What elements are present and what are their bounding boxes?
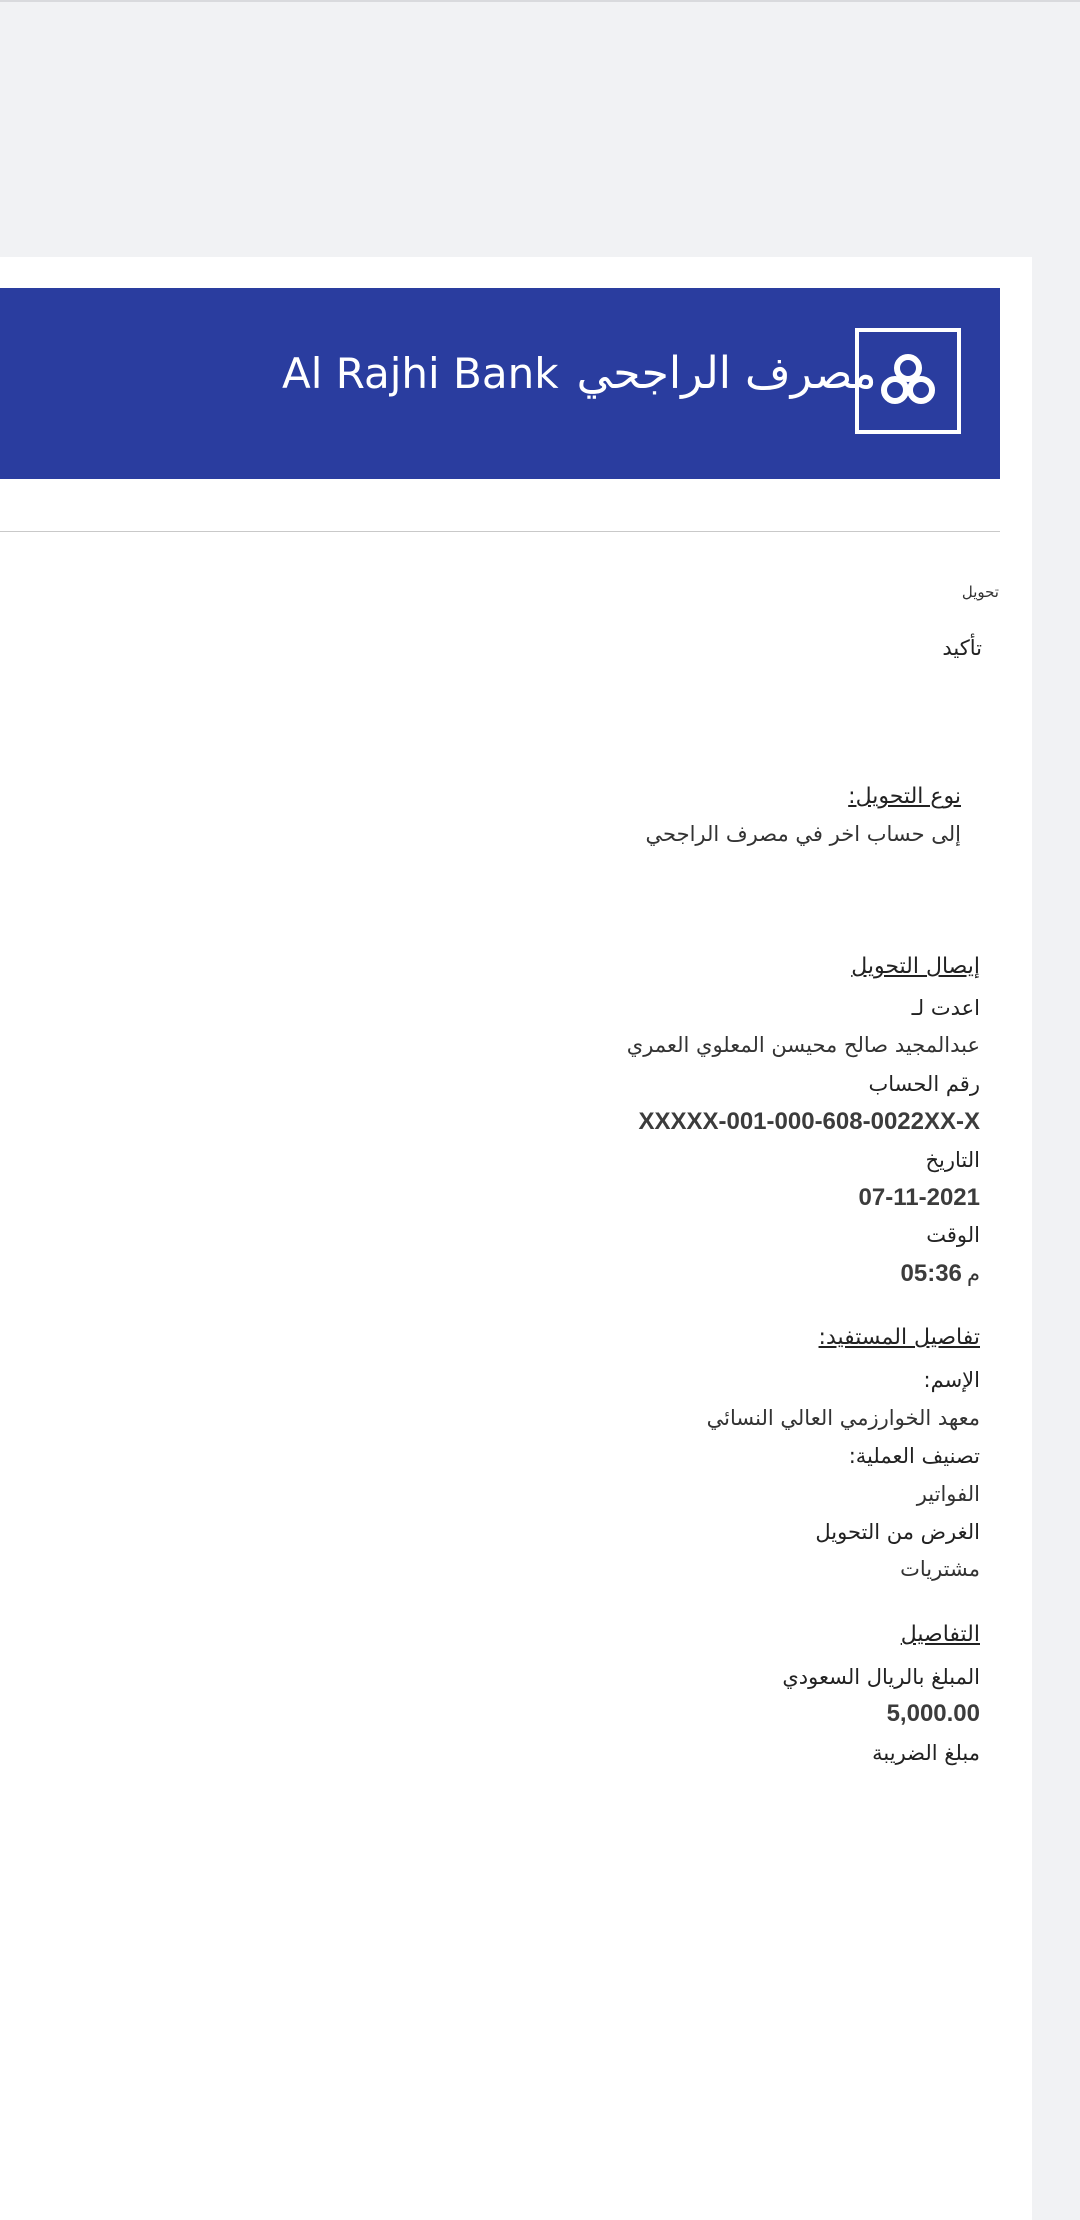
time-label: الوقت — [926, 1223, 980, 1247]
details-title: التفاصيل — [900, 1622, 980, 1647]
date-label: التاريخ — [925, 1148, 980, 1172]
time-value-row — [901, 1260, 981, 1288]
bank-header-banner — [0, 288, 1000, 479]
page-title: تأكيد — [942, 636, 982, 660]
beneficiary-title: تفاصيل المستفيد: — [818, 1325, 980, 1350]
purpose-label: الغرض من التحويل — [815, 1520, 980, 1544]
transfer-type-value: إلى حساب اخر في مصرف الراجحي — [645, 822, 961, 846]
brand-name-ar: مصرف الراجحي — [576, 348, 877, 399]
time-suffix: م — [966, 1262, 980, 1286]
prepared-for-label: اعدت لـ — [911, 996, 980, 1020]
prepared-for-value: عبدالمجيد صالح محيسن المعلوي العمري — [626, 1033, 980, 1057]
header-divider — [0, 531, 1000, 532]
beneficiary-name-value: معهد الخوارزمي العالي النسائي — [706, 1406, 980, 1430]
account-number-value: XXXXX-001-000-608-0022XX-X — [638, 1108, 980, 1135]
amount-value: 5,000.00 — [886, 1700, 980, 1727]
purpose-value: مشتريات — [900, 1557, 980, 1581]
transfer-type-title: نوع التحويل: — [848, 784, 961, 809]
amount-label: المبلغ بالريال السعودي — [782, 1665, 980, 1689]
brand-name-en: Al Rajhi Bank — [282, 349, 559, 398]
receipt-title: إيصال التحويل — [851, 954, 980, 979]
beneficiary-name-label: الإسم: — [923, 1368, 980, 1392]
category-value: الفواتير — [916, 1482, 980, 1506]
breadcrumb[interactable]: تحويل — [961, 583, 999, 601]
date-value: 07-11-2021 — [858, 1184, 980, 1211]
receipt-card — [0, 257, 1032, 2220]
bank-brand-name — [282, 348, 877, 399]
category-label: تصنيف العملية: — [848, 1444, 980, 1468]
time-value: 05:36 — [900, 1260, 962, 1287]
al-rajhi-logo-icon — [855, 328, 961, 434]
tax-amount-label: مبلغ الضريبة — [872, 1741, 980, 1765]
top-divider — [0, 0, 1080, 2]
account-number-label: رقم الحساب — [868, 1072, 980, 1096]
